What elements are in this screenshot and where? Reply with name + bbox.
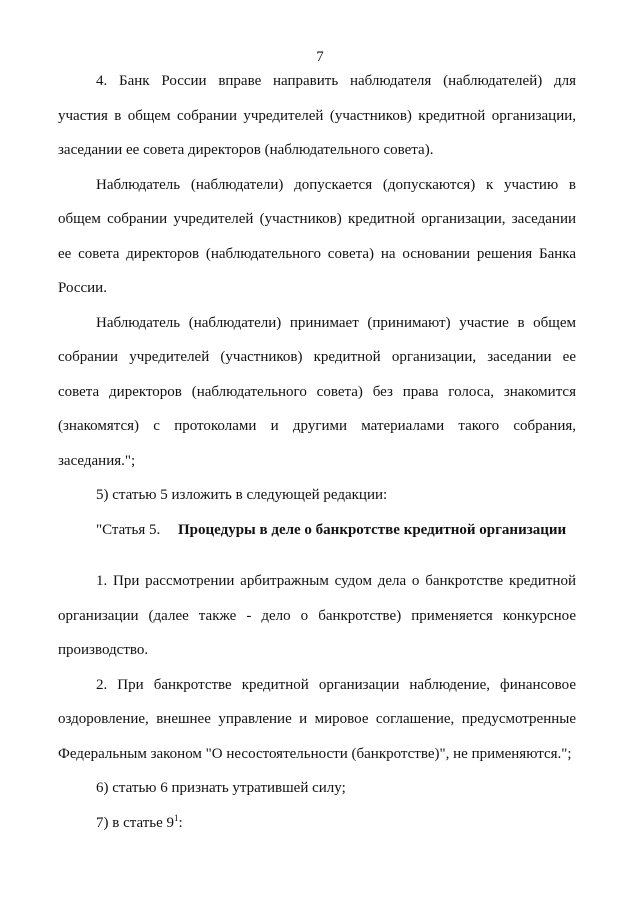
- text-line: организации (далее также - дело о банкротстве) применяется конкурсное: [58, 607, 576, 624]
- text-line: (знакомятся) с протоколами и другими материалами такого собрания,: [58, 418, 576, 434]
- text-line: России.: [58, 280, 107, 296]
- text-line: общем собрании учредителей (участников) кредитной организации, заседании: [58, 211, 576, 227]
- document-body: [58, 64, 576, 840]
- article-heading: [58, 513, 576, 548]
- blank-spacer: [58, 547, 576, 564]
- article-ref-text: 7) в статье 9: [96, 814, 175, 831]
- article-ref-suffix: :: [178, 814, 183, 831]
- text-line: Наблюдатель (наблюдатели) допускается (допускаются) к участию в: [96, 176, 576, 193]
- text-line: 2. При банкротстве кредитной организации наблюдение, финансовое: [96, 676, 576, 693]
- text-line: 5) статью 5 изложить в следующей редакции:: [96, 487, 388, 503]
- text-line: собрании учредителей (участников) кредитной организации, заседании ее: [58, 349, 576, 365]
- text-line: [58, 806, 576, 841]
- paragraph-article-9-1: [58, 806, 576, 841]
- article-number: "Статья 5.: [96, 521, 161, 538]
- text-line: ее совета директоров (наблюдательного совета) на основании решения Банка: [58, 245, 576, 262]
- paragraph-observer-participation: [58, 306, 576, 479]
- text-line: участия в общем собрании учредителей (участников) кредитной организации,: [58, 107, 576, 124]
- text-line: оздоровление, внешнее управление и мировое соглашение, предусмотренные: [58, 711, 576, 727]
- text-line: заседания.";: [58, 452, 136, 469]
- text-line: Федеральным законом "О несостоятельности (банкротстве)", не применяются.";: [58, 745, 572, 762]
- paragraph-repeal-article-6: [58, 771, 576, 806]
- paragraph-not-applicable: [58, 668, 576, 772]
- article-title: Процедуры в деле о банкротстве кредитной организации: [178, 521, 567, 538]
- page-number: 7: [316, 49, 324, 65]
- text-line: производство.: [58, 642, 149, 658]
- paragraph-bankruptcy-proceedings: [58, 564, 576, 668]
- text-line: заседании ее совета директоров (наблюдательного совета).: [58, 142, 434, 158]
- paragraph-observer-admission: [58, 168, 576, 306]
- text-line: Наблюдатель (наблюдатели) принимает (принимают) участие в общем: [96, 314, 576, 331]
- text-line: совета директоров (наблюдательного совета) без права голоса, знакомится: [58, 383, 576, 400]
- paragraph-observer-right: [58, 64, 576, 168]
- paragraph-amend-article-5: [58, 478, 576, 513]
- text-line: 1. При рассмотрении арбитражным судом дела о банкротстве кредитной: [96, 573, 576, 589]
- article-ref-superscript: 1: [174, 812, 179, 823]
- text-line: 6) статью 6 признать утратившей силу;: [96, 780, 346, 796]
- text-line: 4. Банк России вправе направить наблюдателя (наблюдателей) для: [96, 73, 576, 89]
